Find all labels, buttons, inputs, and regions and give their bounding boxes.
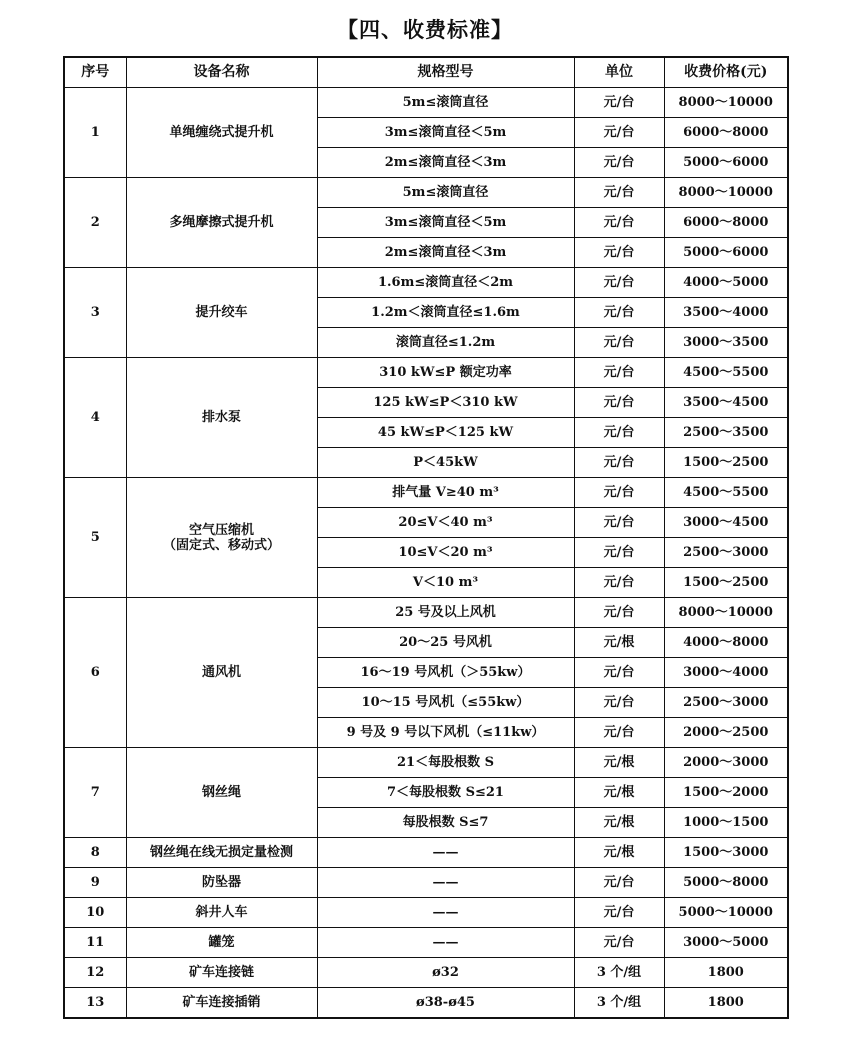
header-unit: 单位 xyxy=(574,57,664,88)
price-cell: 1800 xyxy=(664,958,788,988)
unit-cell: 元/根 xyxy=(574,808,664,838)
unit-cell: 元/根 xyxy=(574,778,664,808)
price-cell: 3500～4000 xyxy=(664,298,788,328)
specification-cell: 9 号及 9 号以下风机（≤11kw） xyxy=(317,718,574,748)
price-cell: 3000～3500 xyxy=(664,328,788,358)
unit-cell: 元/台 xyxy=(574,148,664,178)
equipment-name-cell xyxy=(126,928,317,958)
serial-number-cell: 9 xyxy=(64,868,126,898)
specification-cell: 1.6m≤滚筒直径＜2m xyxy=(317,268,574,298)
unit-cell: 元/台 xyxy=(574,928,664,958)
equipment-name-cell xyxy=(126,178,317,268)
specification-cell: 5m≤滚筒直径 xyxy=(317,178,574,208)
unit-cell: 元/台 xyxy=(574,268,664,298)
specification-cell: —— xyxy=(317,838,574,868)
equipment-name-line: 单绳缠绕式提升机 xyxy=(169,125,274,140)
unit-cell: 元/根 xyxy=(574,628,664,658)
unit-cell: 元/台 xyxy=(574,88,664,118)
serial-number-cell: 10 xyxy=(64,898,126,928)
specification-cell: 20≤V＜40 m³ xyxy=(317,508,574,538)
unit-cell: 元/台 xyxy=(574,688,664,718)
serial-number-cell: 2 xyxy=(64,178,126,268)
unit-cell: 元/台 xyxy=(574,478,664,508)
equipment-name-cell xyxy=(126,838,317,868)
table-row xyxy=(64,838,788,868)
price-cell: 4000～5000 xyxy=(664,268,788,298)
serial-number-cell: 12 xyxy=(64,958,126,988)
specification-cell: —— xyxy=(317,898,574,928)
specification-cell: 3m≤滚筒直径＜5m xyxy=(317,208,574,238)
unit-cell: 3 个/组 xyxy=(574,958,664,988)
serial-number-cell: 13 xyxy=(64,988,126,1019)
price-cell: 1000～1500 xyxy=(664,808,788,838)
price-cell: 4000～8000 xyxy=(664,628,788,658)
price-cell: 1500～2500 xyxy=(664,448,788,478)
price-cell: 2500～3500 xyxy=(664,418,788,448)
price-cell: 1800 xyxy=(664,988,788,1019)
price-cell: 8000～10000 xyxy=(664,178,788,208)
specification-cell: 1.2m＜滚筒直径≤1.6m xyxy=(317,298,574,328)
unit-cell: 元/台 xyxy=(574,448,664,478)
specification-cell: 16～19 号风机（＞55kw） xyxy=(317,658,574,688)
table-row xyxy=(64,868,788,898)
equipment-name-line: 多绳摩擦式提升机 xyxy=(169,215,274,230)
price-cell: 3000～5000 xyxy=(664,928,788,958)
unit-cell: 元/根 xyxy=(574,838,664,868)
unit-cell: 元/根 xyxy=(574,748,664,778)
serial-number-cell: 11 xyxy=(64,928,126,958)
specification-cell: —— xyxy=(317,868,574,898)
price-cell: 5000～6000 xyxy=(664,238,788,268)
price-cell: 8000～10000 xyxy=(664,598,788,628)
table-row xyxy=(64,748,788,778)
specification-cell: 2m≤滚筒直径＜3m xyxy=(317,148,574,178)
specification-cell: 7＜每股根数 S≤21 xyxy=(317,778,574,808)
price-cell: 2500～3000 xyxy=(664,688,788,718)
price-cell: 6000～8000 xyxy=(664,118,788,148)
price-cell: 1500～3000 xyxy=(664,838,788,868)
specification-cell: 滚筒直径≤1.2m xyxy=(317,328,574,358)
price-cell: 3000～4500 xyxy=(664,508,788,538)
unit-cell: 元/台 xyxy=(574,358,664,388)
equipment-name-cell xyxy=(126,868,317,898)
unit-cell: 3 个/组 xyxy=(574,988,664,1019)
unit-cell: 元/台 xyxy=(574,118,664,148)
serial-number-cell: 5 xyxy=(64,478,126,598)
specification-cell: 10≤V＜20 m³ xyxy=(317,538,574,568)
price-cell: 1500～2500 xyxy=(664,568,788,598)
table-row xyxy=(64,928,788,958)
specification-cell: 每股根数 S≤7 xyxy=(317,808,574,838)
unit-cell: 元/台 xyxy=(574,418,664,448)
specification-cell: 排气量 V≥40 m³ xyxy=(317,478,574,508)
unit-cell: 元/台 xyxy=(574,868,664,898)
specification-cell: 3m≤滚筒直径＜5m xyxy=(317,118,574,148)
table-row xyxy=(64,958,788,988)
unit-cell: 元/台 xyxy=(574,658,664,688)
price-cell: 2000～2500 xyxy=(664,718,788,748)
equipment-name-cell xyxy=(126,958,317,988)
table-row xyxy=(64,358,788,388)
equipment-name-line: 斜井人车 xyxy=(195,905,248,920)
price-cell: 4500～5500 xyxy=(664,358,788,388)
equipment-name-cell xyxy=(126,268,317,358)
table-header-row xyxy=(64,57,788,88)
price-cell: 5000～8000 xyxy=(664,868,788,898)
unit-cell: 元/台 xyxy=(574,538,664,568)
header-specification: 规格型号 xyxy=(317,57,574,88)
price-cell: 2000～3000 xyxy=(664,748,788,778)
specification-cell: 45 kW≤P＜125 kW xyxy=(317,418,574,448)
equipment-name-cell xyxy=(126,478,317,598)
specification-cell: 2m≤滚筒直径＜3m xyxy=(317,238,574,268)
specification-cell: 20～25 号风机 xyxy=(317,628,574,658)
equipment-name-line: （固定式、移动式） xyxy=(162,537,280,553)
price-cell: 3000～4000 xyxy=(664,658,788,688)
unit-cell: 元/台 xyxy=(574,178,664,208)
price-cell: 5000～6000 xyxy=(664,148,788,178)
fee-standard-table xyxy=(63,56,789,1019)
specification-cell: V＜10 m³ xyxy=(317,568,574,598)
equipment-name-cell xyxy=(126,748,317,838)
equipment-name-cell xyxy=(126,358,317,478)
table-row xyxy=(64,988,788,1019)
unit-cell: 元/台 xyxy=(574,208,664,238)
unit-cell: 元/台 xyxy=(574,598,664,628)
equipment-name-cell xyxy=(126,988,317,1019)
specification-cell: 25 号及以上风机 xyxy=(317,598,574,628)
unit-cell: 元/台 xyxy=(574,388,664,418)
price-cell: 8000～10000 xyxy=(664,88,788,118)
specification-cell: ø38-ø45 xyxy=(317,988,574,1019)
equipment-name-line: 通风机 xyxy=(201,665,241,680)
specification-cell: —— xyxy=(317,928,574,958)
price-cell: 1500～2000 xyxy=(664,778,788,808)
specification-cell: 310 kW≤P 额定功率 xyxy=(317,358,574,388)
unit-cell: 元/台 xyxy=(574,508,664,538)
unit-cell: 元/台 xyxy=(574,568,664,598)
specification-cell: 5m≤滚筒直径 xyxy=(317,88,574,118)
equipment-name-line: 排水泵 xyxy=(201,410,241,425)
serial-number-cell: 8 xyxy=(64,838,126,868)
equipment-name-line: 罐笼 xyxy=(208,935,235,950)
equipment-name-cell xyxy=(126,88,317,178)
equipment-name-cell xyxy=(126,898,317,928)
equipment-name-line: 空气压缩机 xyxy=(188,522,254,538)
header-equipment-name: 设备名称 xyxy=(126,57,317,88)
unit-cell: 元/台 xyxy=(574,298,664,328)
specification-cell: P＜45kW xyxy=(317,448,574,478)
specification-cell: 21＜每股根数 S xyxy=(317,748,574,778)
equipment-name-line: 提升绞车 xyxy=(195,305,248,320)
table-row xyxy=(64,178,788,208)
unit-cell: 元/台 xyxy=(574,238,664,268)
equipment-name-line: 钢丝绳在线无损定量检测 xyxy=(149,845,293,860)
table-row xyxy=(64,478,788,508)
price-cell: 2500～3000 xyxy=(664,538,788,568)
serial-number-cell: 4 xyxy=(64,358,126,478)
unit-cell: 元/台 xyxy=(574,718,664,748)
table-row xyxy=(64,268,788,298)
table-row xyxy=(64,898,788,928)
table-body xyxy=(64,88,788,1019)
unit-cell: 元/台 xyxy=(574,328,664,358)
table-row xyxy=(64,88,788,118)
specification-cell: ø32 xyxy=(317,958,574,988)
header-serial-number: 序号 xyxy=(64,57,126,88)
specification-cell: 10～15 号风机（≤55kw） xyxy=(317,688,574,718)
serial-number-cell: 1 xyxy=(64,88,126,178)
price-cell: 4500～5500 xyxy=(664,478,788,508)
price-cell: 3500～4500 xyxy=(664,388,788,418)
page-title: 【四、收费标准】 xyxy=(337,17,513,42)
equipment-name-line: 矿车连接插销 xyxy=(182,995,261,1010)
header-fee-price: 收费价格(元) xyxy=(664,57,788,88)
serial-number-cell: 6 xyxy=(64,598,126,748)
equipment-name-line: 矿车连接链 xyxy=(188,965,254,980)
table-row xyxy=(64,598,788,628)
price-cell: 5000～10000 xyxy=(664,898,788,928)
equipment-name-line: 钢丝绳 xyxy=(201,785,241,800)
serial-number-cell: 7 xyxy=(64,748,126,838)
specification-cell: 125 kW≤P＜310 kW xyxy=(317,388,574,418)
serial-number-cell: 3 xyxy=(64,268,126,358)
price-cell: 6000～8000 xyxy=(664,208,788,238)
equipment-name-cell xyxy=(126,598,317,748)
unit-cell: 元/台 xyxy=(574,898,664,928)
equipment-name-line: 防坠器 xyxy=(201,875,241,890)
